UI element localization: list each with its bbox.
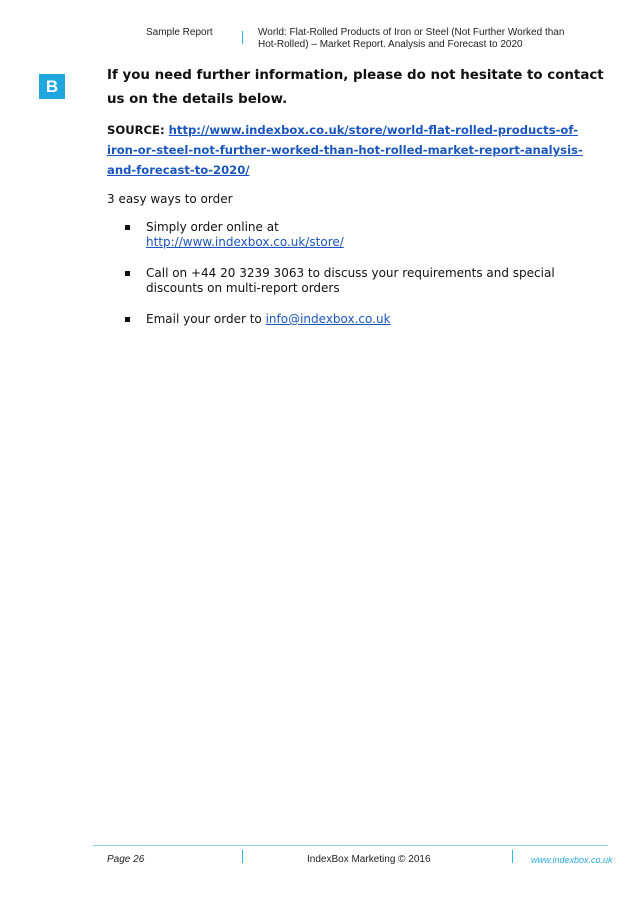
list-item bbox=[107, 220, 607, 250]
order-phone-text: Call on +44 20 3239 3063 to discuss your requirements and special discounts on multi-report orders bbox=[146, 266, 555, 295]
bullet-icon bbox=[125, 317, 130, 322]
header-report-title bbox=[258, 27, 598, 51]
order-intro: 3 easy ways to order bbox=[107, 192, 233, 206]
source-link[interactable]: http://www.indexbox.co.uk/store/world-flat-rolled-products-of-iron-or-steel-not-further-worked-than-hot-rolled-market-report-analysis-and-forecast-to-2020/ bbox=[107, 123, 583, 177]
indexbox-logo-icon: B bbox=[39, 74, 65, 99]
header-divider bbox=[242, 31, 243, 44]
bullet-icon bbox=[125, 225, 130, 230]
order-options-list bbox=[107, 220, 607, 343]
bullet-icon bbox=[125, 271, 130, 276]
footer-divider-left bbox=[242, 850, 243, 863]
email-link[interactable]: info@indexbox.co.uk bbox=[265, 312, 391, 326]
order-online-text: Simply order online at bbox=[146, 220, 279, 234]
footer-divider bbox=[93, 845, 608, 846]
source-paragraph bbox=[107, 120, 602, 180]
header-title-line-2: Hot-Rolled) – Market Report. Analysis and Forecast to 2020 bbox=[258, 39, 523, 50]
header-title-line-1: World: Flat-Rolled Products of Iron or Steel (Not Further Worked than bbox=[258, 27, 565, 38]
order-email-text: Email your order to bbox=[146, 312, 266, 326]
footer-website: www.indexbox.co.uk bbox=[531, 855, 613, 865]
footer-divider-right bbox=[512, 850, 513, 863]
contact-heading: If you need further information, please do not hesitate to contact us on the details below. bbox=[107, 68, 604, 107]
store-link[interactable]: http://www.indexbox.co.uk/store/ bbox=[146, 235, 344, 249]
source-label: SOURCE: bbox=[107, 123, 165, 137]
footer-company: IndexBox Marketing © 2016 bbox=[307, 854, 431, 865]
list-item bbox=[107, 312, 607, 327]
list-item bbox=[107, 266, 607, 296]
page-number: Page 26 bbox=[107, 854, 145, 865]
header-report-label: Sample Report bbox=[146, 27, 213, 38]
